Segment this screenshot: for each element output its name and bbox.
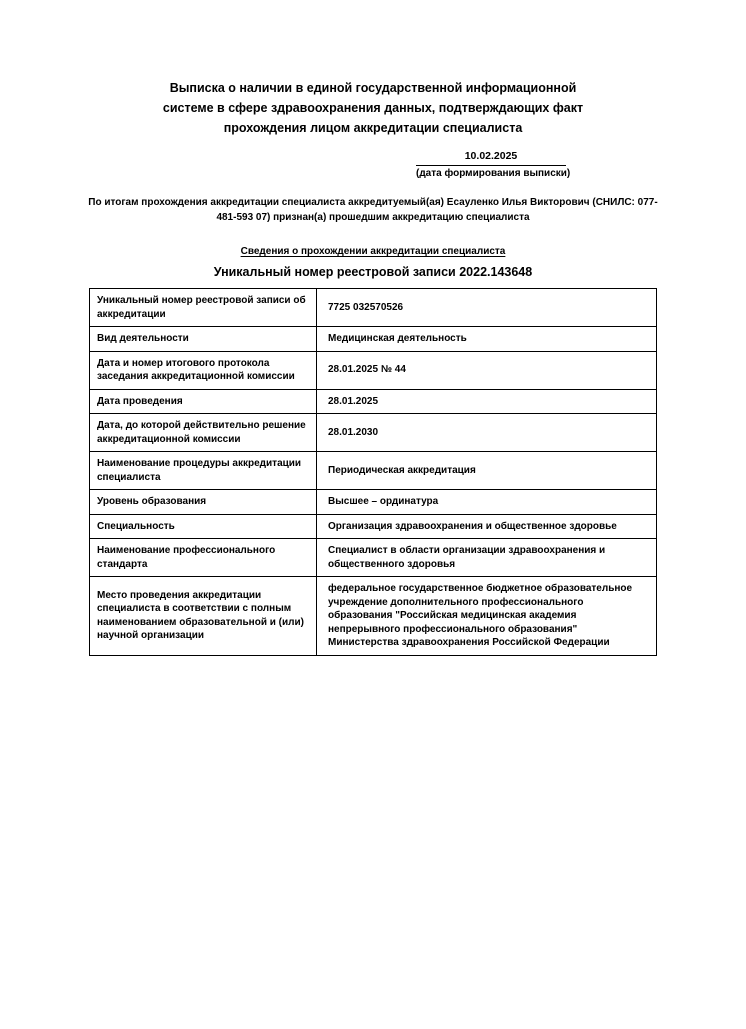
table-row bbox=[90, 452, 657, 490]
issue-date-caption: (дата формирования выписки) bbox=[416, 168, 571, 179]
intro-paragraph: По итогам прохождения аккредитации специалиста аккредитуемый(ая) Есауленко Илья Викторович (СНИЛС: 077-481-593 07) признан(а) прошедшим аккредитацию специалиста bbox=[88, 197, 658, 223]
row-label: Наименование профессионального стандарта bbox=[90, 539, 317, 577]
document-title-line: прохождения лицом аккредитации специалиста bbox=[223, 121, 523, 135]
accreditation-table bbox=[89, 288, 657, 656]
row-label: Уровень образования bbox=[90, 490, 317, 515]
row-value: Периодическая аккредитация bbox=[317, 452, 657, 490]
document-title-line: Выписка о наличии в единой государственной информационной bbox=[169, 81, 577, 95]
row-value: федеральное государственное бюджетное образовательное учреждение дополнительного профессионального образования "Российская медицинская академия непрерывного профессионального образования" Министерства здравоохранения Российской Федерации bbox=[317, 577, 657, 656]
table-row bbox=[90, 414, 657, 452]
row-value: Высшее – ординатура bbox=[317, 490, 657, 515]
row-label: Уникальный номер реестровой записи об аккредитации bbox=[90, 289, 317, 327]
section-heading: Сведения о прохождении аккредитации специалиста bbox=[240, 246, 506, 257]
row-label: Дата проведения bbox=[90, 389, 317, 414]
row-label: Дата, до которой действительно решение аккредитационной комиссии bbox=[90, 414, 317, 452]
row-value: Медицинская деятельность bbox=[317, 327, 657, 352]
document-title bbox=[0, 0, 746, 138]
row-value: 28.01.2025 bbox=[317, 389, 657, 414]
table-row bbox=[90, 539, 657, 577]
table-row bbox=[90, 389, 657, 414]
table-row bbox=[90, 514, 657, 539]
table-row bbox=[90, 577, 657, 656]
table-row bbox=[90, 289, 657, 327]
row-label: Наименование процедуры аккредитации специалиста bbox=[90, 452, 317, 490]
document-title-line: системе в сфере здравоохранения данных, подтверждающих факт bbox=[162, 101, 584, 115]
row-label: Дата и номер итогового протокола заседания аккредитационной комиссии bbox=[90, 351, 317, 389]
table-row bbox=[90, 327, 657, 352]
registry-number-heading: Уникальный номер реестровой записи 2022.143648 bbox=[213, 265, 533, 279]
row-value: 28.01.2030 bbox=[317, 414, 657, 452]
table-row bbox=[90, 490, 657, 515]
row-value: 7725 032570526 bbox=[317, 289, 657, 327]
row-value: 28.01.2025 № 44 bbox=[317, 351, 657, 389]
row-label: Специальность bbox=[90, 514, 317, 539]
row-label: Место проведения аккредитации специалиста в соответствии с полным наименованием образовательной и (или) научной организации bbox=[90, 577, 317, 656]
issue-date-block bbox=[416, 150, 571, 179]
table-row bbox=[90, 351, 657, 389]
row-label: Вид деятельности bbox=[90, 327, 317, 352]
issue-date: 10.02.2025 bbox=[416, 150, 566, 166]
row-value: Специалист в области организации здравоохранения и общественного здоровья bbox=[317, 539, 657, 577]
row-value: Организация здравоохранения и общественное здоровье bbox=[317, 514, 657, 539]
